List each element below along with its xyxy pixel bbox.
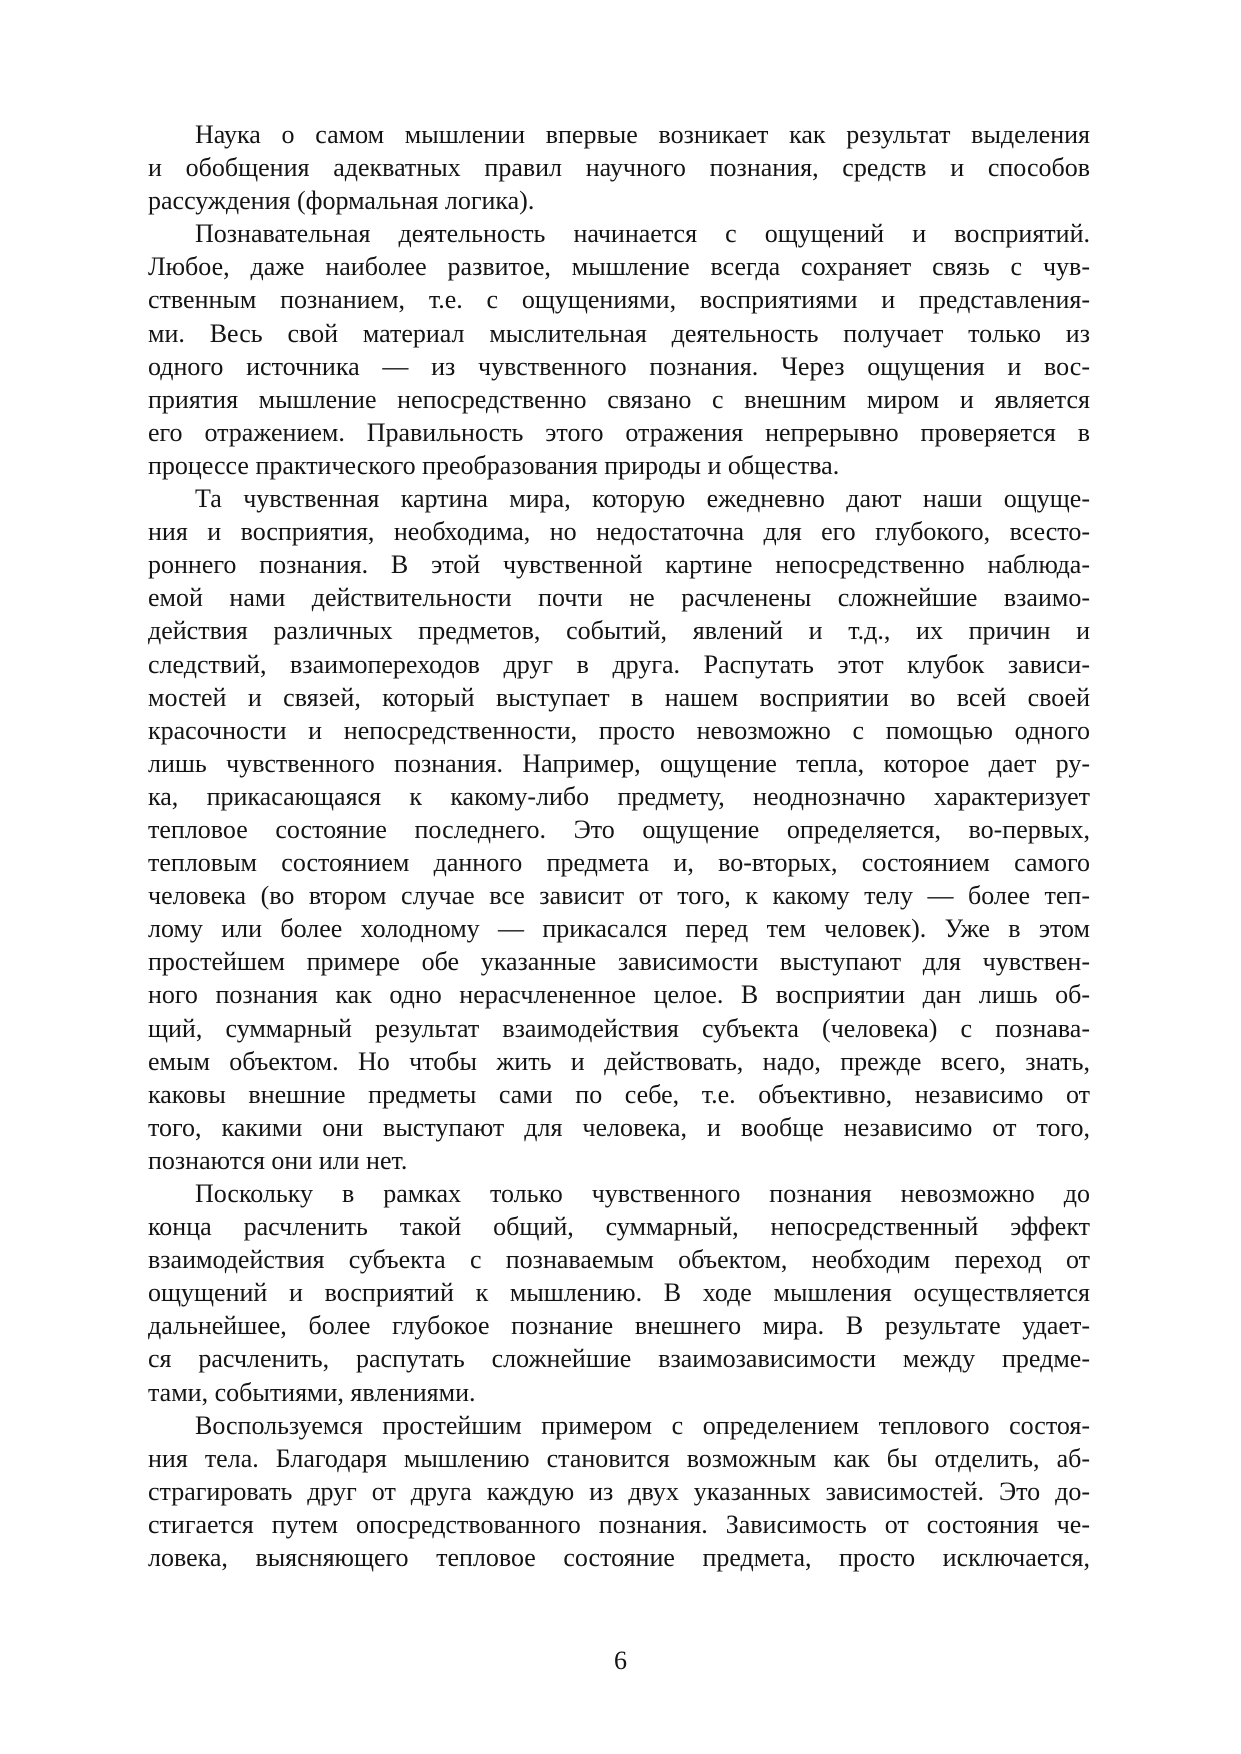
paragraph-3-line-19: каковы внешние предметы сами по себе, т.е. объективно, независимо от (148, 1079, 1090, 1109)
paragraph-3-line-3: роннего познания. В этой чувственной картине непосредственно наблюда- (148, 550, 1090, 580)
paragraph-4-line-2: конца расчленить такой общий, суммарный, непосредственный эффект (148, 1212, 1090, 1242)
paragraph-4-line-5: дальнейшее, более глубокое познание внешнего мира. В результате удает- (148, 1311, 1090, 1341)
paragraph-2-line-6: приятия мышление непосредственно связано с внешним миром и является (148, 384, 1090, 414)
paragraph-3-line-11: тепловое состояние последнего. Это ощущение определяется, во-первых, (148, 814, 1090, 844)
paragraph-4-line-1: Поскольку в рамках только чувственного познания невозможно до (195, 1179, 1090, 1208)
paragraph-3-line-12: тепловым состоянием данного предмета и, во-вторых, состоянием самого (148, 848, 1090, 878)
document-body-text (148, 118, 1090, 1574)
paragraph-2-line-8: процессе практического преобразования природы и общества. (148, 450, 840, 480)
paragraph-3 (148, 482, 1090, 1177)
paragraph-2-line-7: его отражением. Правильность этого отражения непрерывно проверяется в (148, 417, 1090, 447)
paragraph-5-line-2: ния тела. Благодаря мышлению становится возможным как бы отделить, аб- (148, 1443, 1090, 1473)
paragraph-2-line-4: ми. Весь свой материал мыслительная деятельность получает только из (148, 318, 1090, 348)
paragraph-3-line-14: лому или более холодному — прикасался перед тем человек). Уже в этом (148, 914, 1090, 944)
paragraph-3-line-16: ного познания как одно нерасчлененное целое. В восприятии дан лишь об- (148, 980, 1090, 1010)
paragraph-1 (148, 118, 1090, 217)
paragraph-3-line-17: щий, суммарный результат взаимодействия субъекта (человека) с познава- (148, 1013, 1090, 1043)
paragraph-5-line-5: ловека, выясняющего тепловое состояние предмета, просто исключается, (148, 1543, 1090, 1573)
paragraph-4-line-7: тами, событиями, явлениями. (148, 1377, 476, 1407)
paragraph-3-line-4: емой нами действительности почти не расчленены сложнейшие взаимо- (148, 583, 1090, 613)
paragraph-5-line-4: стигается путем опосредствованного познания. Зависимость от состояния че- (148, 1509, 1090, 1539)
paragraph-4-line-4: ощущений и восприятий к мышлению. В ходе мышления осуществляется (148, 1278, 1090, 1308)
paragraph-2-line-3: ственным познанием, т.е. с ощущениями, восприятиями и представления- (148, 285, 1090, 315)
paragraph-3-line-15: простейшем примере обе указанные зависимости выступают для чувствен- (148, 947, 1090, 977)
paragraph-1-line-3: рассуждения (формальная логика). (148, 186, 535, 216)
paragraph-3-line-13: человека (во втором случае все зависит от того, к какому телу — более теп- (148, 881, 1090, 911)
paragraph-2-line-2: Любое, даже наиболее развитое, мышление всегда сохраняет связь с чув- (148, 252, 1090, 282)
paragraph-3-line-21: познаются они или нет. (148, 1145, 408, 1175)
paragraph-2 (148, 217, 1090, 482)
paragraph-3-line-5: действия различных предметов, событий, явлений и т.д., их причин и (148, 616, 1090, 646)
paragraph-3-line-20: того, какими они выступают для человека, и вообще независимо от того, (148, 1112, 1090, 1142)
paragraph-5 (148, 1409, 1090, 1574)
paragraph-3-line-9: лишь чувственного познания. Например, ощущение тепла, которое дает ру- (148, 748, 1090, 778)
paragraph-1-line-1: Наука о самом мышлении впервые возникает как результат выделения (195, 120, 1090, 149)
paragraph-3-line-8: красочности и непосредственности, просто невозможно с помощью одного (148, 715, 1090, 745)
paragraph-3-line-6: следствий, взаимопереходов друг в друга. Распутать этот клубок зависи- (148, 649, 1090, 679)
paragraph-3-line-7: мостей и связей, который выступает в нашем восприятии во всей своей (148, 682, 1090, 712)
paragraph-1-line-2: и обобщения адекватных правил научного познания, средств и способов (148, 153, 1090, 183)
paragraph-3-line-10: ка, прикасающаяся к какому-либо предмету, неоднозначно характеризует (148, 781, 1090, 811)
page-number: 6 (614, 1646, 627, 1675)
paragraph-4-line-3: взаимодействия субъекта с познаваемым объектом, необходим переход от (148, 1245, 1090, 1275)
paragraph-5-line-3: страгировать друг от друга каждую из двух указанных зависимостей. Это до- (148, 1476, 1090, 1506)
paragraph-3-line-18: емым объектом. Но чтобы жить и действовать, надо, прежде всего, знать, (148, 1046, 1090, 1076)
paragraph-4 (148, 1177, 1090, 1409)
paragraph-4-line-6: ся расчленить, распутать сложнейшие взаимозависимости между предме- (148, 1344, 1090, 1374)
paragraph-2-line-1: Познавательная деятельность начинается с ощущений и восприятий. (195, 219, 1090, 249)
paragraph-3-line-2: ния и восприятия, необходима, но недостаточна для его глубокого, всесто- (148, 517, 1090, 547)
paragraph-3-line-1: Та чувственная картина мира, которую ежедневно дают наши ощуще- (195, 484, 1090, 514)
paragraph-2-line-5: одного источника — из чувственного познания. Через ощущения и вос- (148, 351, 1090, 381)
paragraph-5-line-1: Воспользуемся простейшим примером с определением теплового состоя- (195, 1410, 1090, 1440)
